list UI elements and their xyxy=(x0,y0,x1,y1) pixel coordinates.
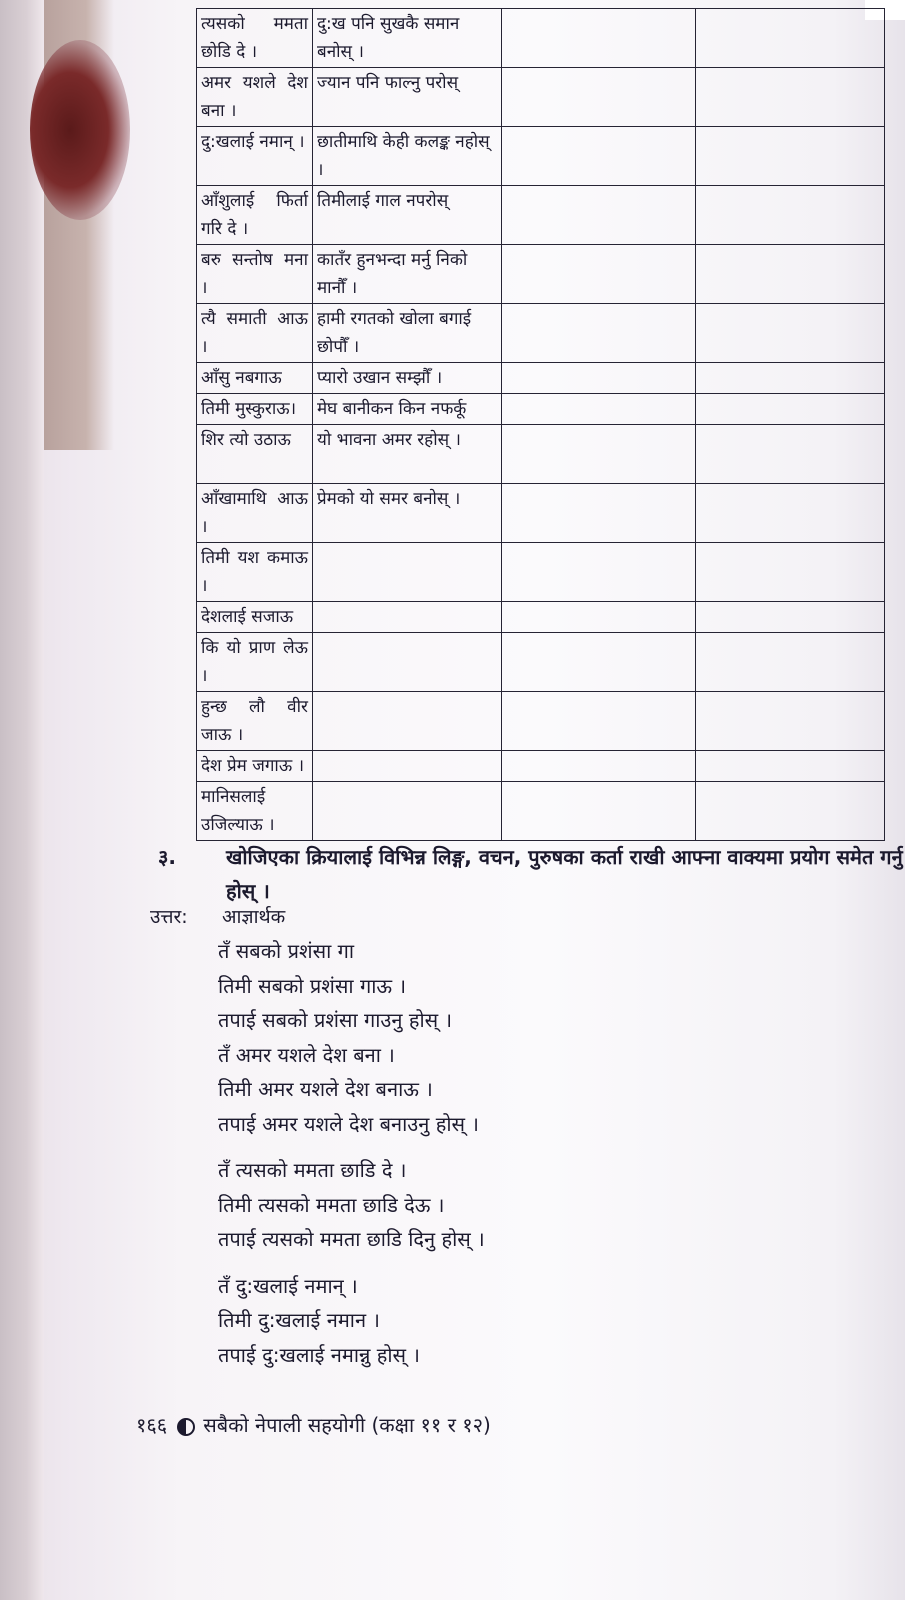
answer-sentence: तँ अमर यशले देश बना । xyxy=(218,1042,395,1067)
table-cell xyxy=(696,633,885,692)
table-row xyxy=(197,602,885,633)
table-cell xyxy=(696,245,885,304)
answer-label: उत्तर: xyxy=(150,906,188,928)
table-cell: दु:खलाई नमान् । xyxy=(197,127,313,186)
table-cell: कातँर हुनभन्दा मर्नु निको मानौँ । xyxy=(313,245,502,304)
answer-sentence: तँ त्यसको ममता छाडि दे । xyxy=(218,1158,407,1182)
table-cell: हुन्छ लौ वीर जाऊ । xyxy=(197,692,313,751)
answer-sentence: तिमी दु:खलाई नमान । xyxy=(218,1308,380,1332)
thumb-shadow xyxy=(30,40,130,220)
table-cell xyxy=(696,692,885,751)
table-cell: दु:ख पनि सुखकै समान बनोस् । xyxy=(313,9,502,68)
answer-sentence: तपाई सबको प्रशंसा गाउनु होस् । xyxy=(218,1008,453,1032)
table-row xyxy=(197,127,885,186)
table-cell: छातीमाथि केही कलङ्क नहोस् । xyxy=(313,127,502,186)
table-row xyxy=(197,782,885,841)
table-cell: मानिसलाई उजिल्याऊ । xyxy=(197,782,313,841)
table-cell: त्यसको ममता छोडि दे । xyxy=(197,9,313,68)
table-cell: देशलाई सजाऊ xyxy=(197,602,313,633)
table-cell xyxy=(696,602,885,633)
table-cell xyxy=(502,602,696,633)
table-row xyxy=(197,68,885,127)
table-cell xyxy=(696,9,885,68)
table-row xyxy=(197,363,885,394)
answer-sentence: तपाई त्यसको ममता छाडि दिनु होस् । xyxy=(218,1227,485,1251)
answer-sentence: तिमी सबको प्रशंसा गाऊ । xyxy=(218,973,407,998)
table-cell xyxy=(696,363,885,394)
table-cell: अमर यशले देश बना । xyxy=(197,68,313,127)
table-row xyxy=(197,304,885,363)
table-cell xyxy=(502,425,696,484)
table-row xyxy=(197,484,885,543)
table-row xyxy=(197,633,885,692)
table-cell: प्यारो उखान सम्झौँ । xyxy=(313,363,502,394)
table-cell: आँशुलाई फिर्ता गरि दे । xyxy=(197,186,313,245)
table-cell xyxy=(696,186,885,245)
table-cell xyxy=(502,484,696,543)
book-title: सबैको नेपाली सहयोगी (कक्षा ११ र १२) xyxy=(203,1413,491,1437)
answer-sentence: तिमी त्यसको ममता छाडि देऊ । xyxy=(218,1192,445,1217)
table-cell: ज्यान पनि फाल्नु परोस् xyxy=(313,68,502,127)
table-row xyxy=(197,186,885,245)
table-cell xyxy=(502,692,696,751)
table-cell: तिमी यश कमाऊ । xyxy=(197,543,313,602)
table-cell xyxy=(502,304,696,363)
table-cell xyxy=(502,9,696,68)
table-cell xyxy=(313,602,502,633)
table-cell xyxy=(502,782,696,841)
table-cell xyxy=(696,304,885,363)
table-cell xyxy=(502,394,696,425)
table-cell xyxy=(502,186,696,245)
answer-type: आज्ञार्थक xyxy=(222,906,286,928)
table-cell xyxy=(696,68,885,127)
table-cell xyxy=(313,692,502,751)
table-cell xyxy=(313,751,502,782)
table-cell xyxy=(696,751,885,782)
table-cell xyxy=(696,543,885,602)
answer-sentence: तँ सबको प्रशंसा गा xyxy=(218,939,355,963)
table-cell xyxy=(313,633,502,692)
table-cell xyxy=(696,394,885,425)
table-row xyxy=(197,394,885,425)
table-cell: हामी रगतको खोला बगाई छोपौँ । xyxy=(313,304,502,363)
group-gap xyxy=(218,1257,818,1269)
answer-lines xyxy=(218,934,818,1372)
table-cell: त्यै समाती आऊ । xyxy=(197,304,313,363)
table-cell xyxy=(313,782,502,841)
table-row xyxy=(197,692,885,751)
table-row xyxy=(197,543,885,602)
table-cell xyxy=(502,543,696,602)
table-cell: आँसु नबगाऊ xyxy=(197,363,313,394)
table-row xyxy=(197,245,885,304)
table-cell: कि यो प्राण लेऊ । xyxy=(197,633,313,692)
answer-sentence: तँ दु:खलाई नमान् । xyxy=(218,1273,358,1298)
page-number: १६६ xyxy=(136,1413,168,1437)
table-cell: शिर त्यो उठाऊ xyxy=(197,425,313,484)
table-cell: तिमी मुस्कुराऊ। xyxy=(197,394,313,425)
answer-sentence: तिमी अमर यशले देश बनाऊ । xyxy=(218,1077,433,1101)
table-cell: तिमीलाई गाल नपरोस् xyxy=(313,186,502,245)
table-cell xyxy=(502,751,696,782)
table-cell xyxy=(696,127,885,186)
group-gap xyxy=(218,1141,818,1153)
table-cell xyxy=(696,425,885,484)
answer-sentence: तपाई अमर यशले देश बनाउनु होस् । xyxy=(218,1111,479,1136)
answer-sentence: तपाई दु:खलाई नमान्नु होस् । xyxy=(218,1342,421,1367)
table-cell: मेघ बानीकन किन नफर्कू xyxy=(313,394,502,425)
table-cell: आँखामाथि आऊ । xyxy=(197,484,313,543)
table-cell xyxy=(502,363,696,394)
table-row xyxy=(197,9,885,68)
table-cell xyxy=(696,484,885,543)
table-cell xyxy=(502,127,696,186)
page-left-edge xyxy=(0,0,44,1600)
page-footer xyxy=(136,1410,491,1440)
table-cell: बरु सन्तोष मना । xyxy=(197,245,313,304)
half-circle-icon xyxy=(177,1418,195,1436)
table-cell xyxy=(696,782,885,841)
table-cell xyxy=(313,543,502,602)
question-text: खोजिएका क्रियालाई विभिन्न लिङ्ग, वचन, पुरुषका कर्ता राखी आफ्ना वाक्यमा प्रयोग समेत गर्नु होस् । xyxy=(226,845,903,903)
verb-table xyxy=(196,8,885,841)
question-number: ३. xyxy=(158,845,176,869)
table-row xyxy=(197,751,885,782)
table-cell xyxy=(502,633,696,692)
table-cell: यो भावना अमर रहोस् । xyxy=(313,425,502,484)
table-cell: देश प्रेम जगाऊ । xyxy=(197,751,313,782)
table-cell xyxy=(502,68,696,127)
table-row xyxy=(197,425,885,484)
table-cell xyxy=(502,245,696,304)
table-cell: प्रेमको यो समर बनोस् । xyxy=(313,484,502,543)
